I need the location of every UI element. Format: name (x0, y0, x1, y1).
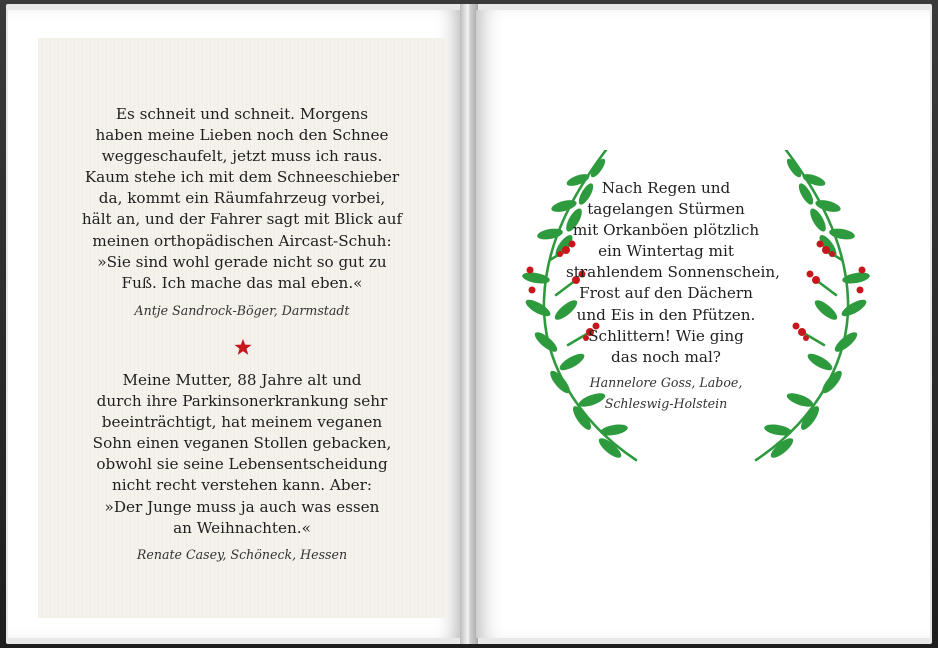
paper-panel (38, 38, 446, 618)
attribution-1: Antje Sandrock-Böger, Darmstadt (134, 303, 350, 318)
quote-1-line: haben meine Lieben noch den Schnee (95, 126, 389, 145)
quote-3-line: tagelangen Stürmen (587, 200, 745, 219)
quote-1-line: weggeschaufelt, jetzt muss ich raus. (101, 147, 383, 166)
quote-1-line: Kaum stehe ich mit dem Schneeschieber (84, 168, 400, 187)
attribution-2: Renate Casey, Schöneck, Hessen (136, 547, 348, 562)
star-icon (234, 338, 252, 356)
quote-1-line: hält an, und der Fahrer sagt mit Blick auf (81, 210, 403, 229)
quote-3-line: Frost auf den Dächern (579, 284, 753, 303)
quote-3 (566, 178, 780, 368)
quote-3-line: Schlittern! Wie ging (588, 326, 744, 345)
quote-3-line: Nach Regen und (601, 179, 731, 197)
quote-1-line: meinen orthopädischen Aircast-Schuh: (92, 231, 392, 250)
quote-2-line: Meine Mutter, 88 Jahre alt und (122, 371, 362, 389)
quote-3-line: mit Orkanböen plötzlich (572, 221, 760, 240)
quote-3-line: und Eis in den Pfützen. (576, 305, 756, 324)
quote-2-line: an Weihnachten.« (173, 518, 311, 537)
quote-3-line: das noch mal? (611, 347, 721, 366)
quote-3-line: ein Wintertag mit (598, 242, 734, 261)
quote-2-line: beeinträchtigt, hat meinem veganen (101, 413, 383, 432)
quote-2-line: durch ihre Parkinsonerkrankung sehr (96, 392, 388, 411)
attribution-3-line: Schleswig-Holstein (604, 396, 728, 411)
attribution-3-line: Hannelore Goss, Laboe, (589, 375, 743, 390)
quote-1-line: »Sie sind wohl gerade nicht so gut zu (97, 252, 387, 271)
quote-2-line: Sohn einen veganen Stollen gebacken, (92, 434, 392, 453)
quote-2 (38, 370, 446, 539)
left-page (8, 10, 462, 638)
quote-2-line: nicht recht verstehen kann. Aber: (112, 476, 372, 495)
quote-1-line: da, kommt ein Räumfahrzeug vorbei, (98, 189, 386, 208)
quote-1-line: Es schneit und schneit. Morgens (115, 105, 369, 123)
quote-1 (38, 104, 446, 294)
right-page (476, 10, 930, 638)
quote-2-line: obwohl sie seine Lebensentscheidung (96, 455, 388, 474)
attribution-3 (566, 372, 766, 414)
quote-1-line: Fuß. Ich mache das mal eben.« (121, 273, 363, 292)
quote-3-line: strahlendem Sonnenschein, (566, 263, 780, 282)
quote-2-line: »Der Junge muss ja auch was essen (104, 497, 380, 516)
